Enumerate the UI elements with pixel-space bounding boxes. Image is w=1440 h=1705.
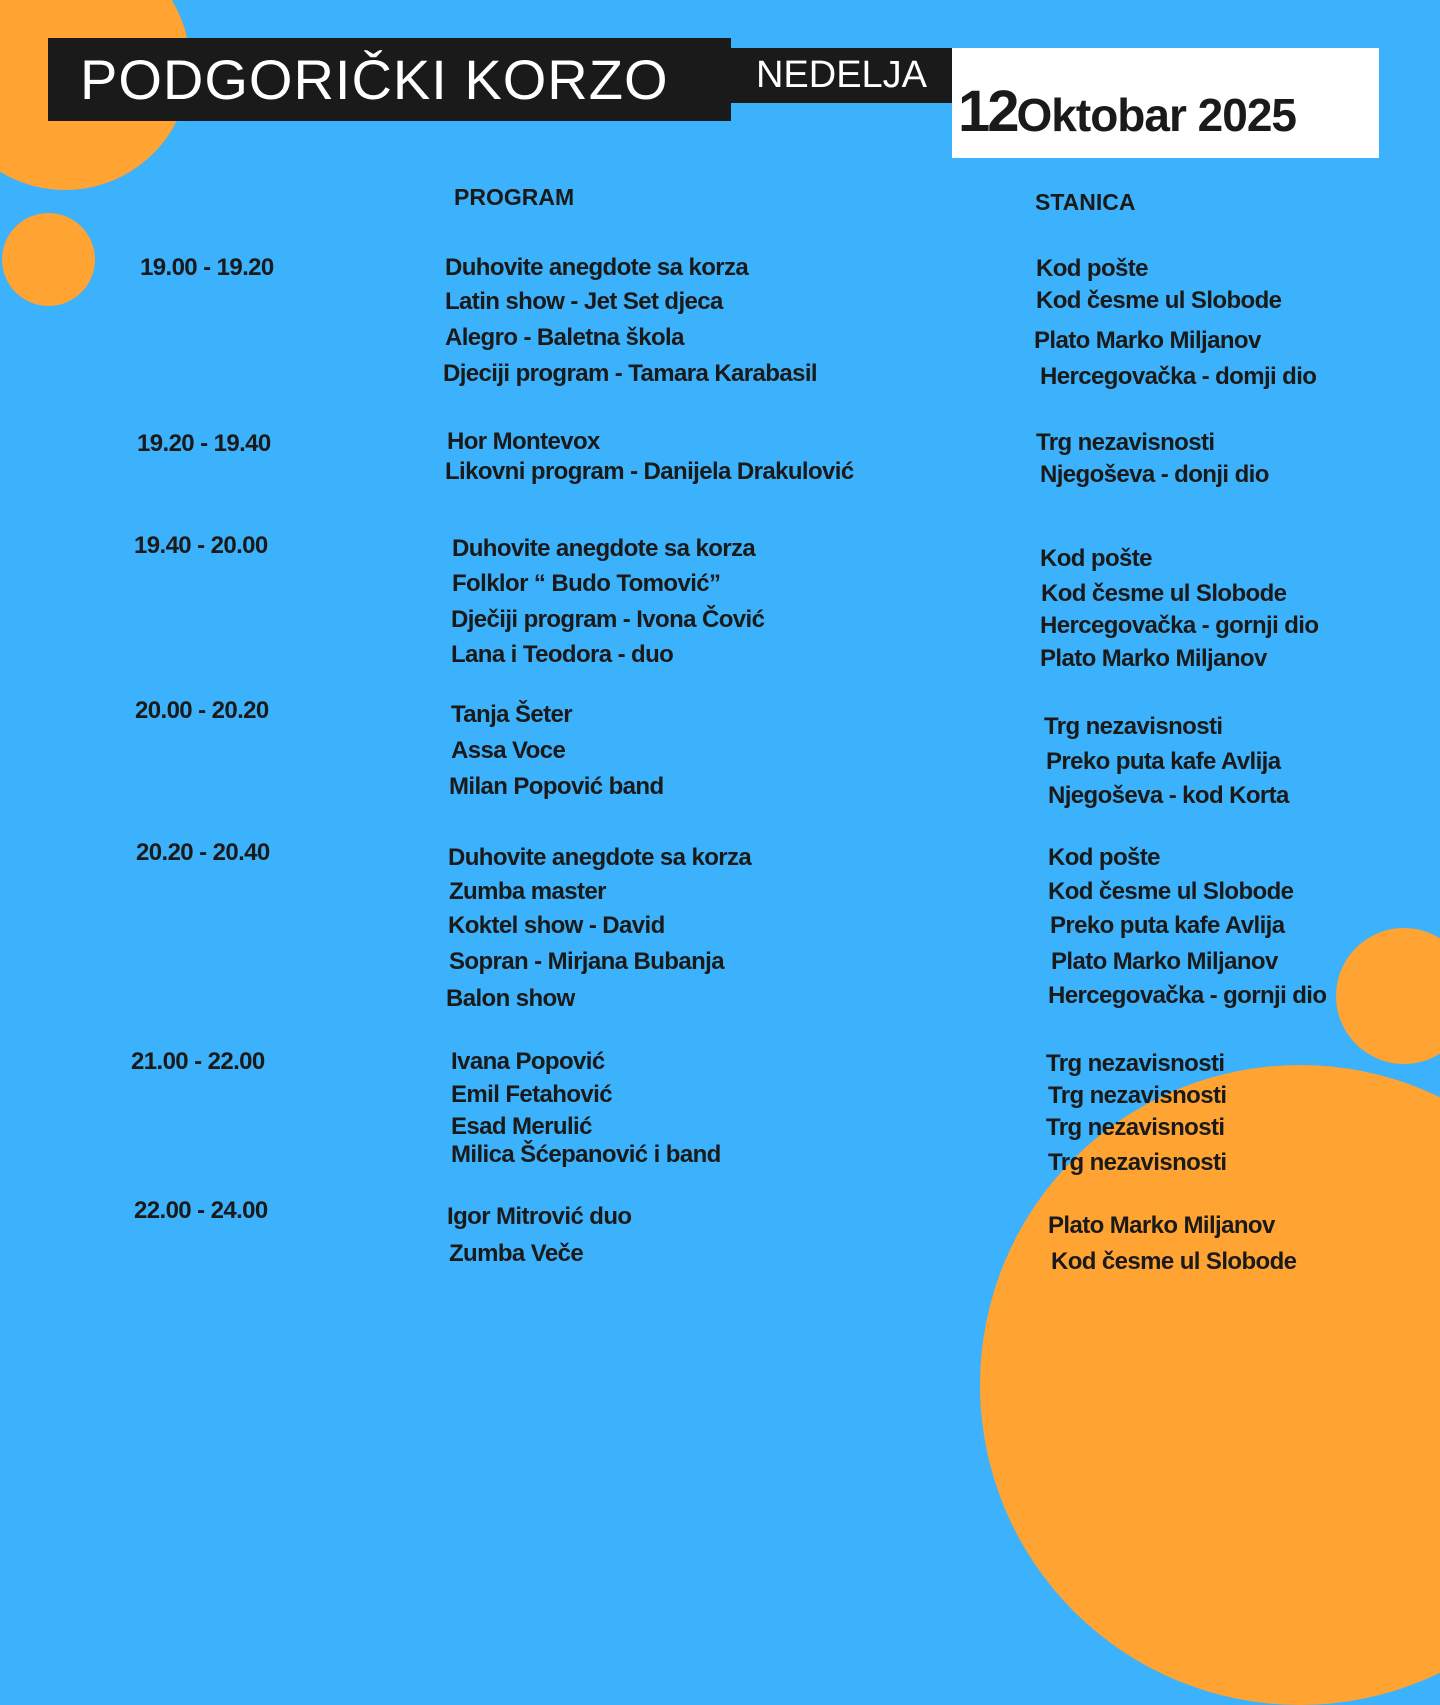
- program-item: Tanja Šeter: [451, 701, 573, 728]
- date-month-year: Oktobar 2025: [1016, 89, 1296, 141]
- station-item: Kod pošte: [1040, 545, 1152, 572]
- program-column-header: PROGRAM: [454, 184, 575, 210]
- station-item: Kod česme ul Slobode: [1048, 878, 1294, 905]
- program-item: Ivana Popović: [451, 1048, 605, 1075]
- program-item: Esad Merulić: [451, 1113, 592, 1140]
- station-item: Njegoševa - donji dio: [1040, 461, 1269, 488]
- program-item: Emil Fetahović: [451, 1081, 612, 1108]
- time-slot: 20.00 - 20.20: [135, 697, 269, 724]
- time-slot: 19.20 - 19.40: [137, 430, 271, 457]
- decor-circle-small-left: [2, 213, 95, 306]
- time-slot: 19.00 - 19.20: [140, 254, 274, 281]
- program-item: Latin show - Jet Set djeca: [445, 288, 723, 315]
- event-title: PODGORIČKI KORZO: [80, 48, 669, 111]
- station-item: Plato Marko Miljanov: [1034, 327, 1261, 354]
- station-item: Plato Marko Miljanov: [1051, 948, 1278, 975]
- date-banner: [952, 48, 1379, 158]
- station-item: Trg nezavisnosti: [1048, 1149, 1227, 1176]
- day-label: NEDELJA: [755, 54, 928, 96]
- station-item: Trg nezavisnosti: [1048, 1082, 1227, 1109]
- program-item: Alegro - Baletna škola: [445, 324, 684, 351]
- program-item: Igor Mitrović duo: [447, 1203, 632, 1230]
- program-item: Hor Montevox: [447, 428, 600, 455]
- station-item: Hercegovačka - domji dio: [1040, 363, 1317, 390]
- station-item: Kod pošte: [1048, 844, 1160, 871]
- program-item: Lana i Teodora - duo: [451, 641, 674, 668]
- station-item: Kod pošte: [1036, 255, 1148, 282]
- program-item: Dječiji program - Ivona Čović: [451, 606, 765, 633]
- program-item: Koktel show - David: [448, 912, 665, 939]
- station-item: Kod česme ul Slobode: [1051, 1248, 1297, 1275]
- station-item: Trg nezavisnosti: [1044, 713, 1223, 740]
- station-item: Trg nezavisnosti: [1046, 1050, 1225, 1077]
- program-item: Folklor “ Budo Tomović”: [452, 570, 721, 597]
- station-item: Njegoševa - kod Korta: [1048, 782, 1289, 809]
- station-item: Kod česme ul Slobode: [1041, 580, 1287, 607]
- station-item: Preko puta kafe Avlija: [1050, 912, 1285, 939]
- station-item: Trg nezavisnosti: [1046, 1114, 1225, 1141]
- decor-circle-right: [1336, 928, 1440, 1064]
- event-title-banner: [48, 38, 731, 121]
- program-item: Duhovite anegdote sa korza: [452, 535, 756, 562]
- program-item: Likovni program - Danijela Drakulović: [445, 458, 854, 485]
- program-item: Milica Šćepanović i band: [451, 1141, 721, 1168]
- time-slot: 21.00 - 22.00: [131, 1048, 265, 1075]
- program-item: Zumba master: [449, 878, 606, 905]
- program-item: Milan Popović band: [449, 773, 664, 800]
- program-item: Assa Voce: [451, 737, 566, 764]
- program-item: Djeciji program - Tamara Karabasil: [443, 360, 817, 387]
- program-item: Balon show: [446, 985, 575, 1012]
- time-slot: 22.00 - 24.00: [134, 1197, 268, 1224]
- station-item: Trg nezavisnosti: [1036, 429, 1215, 456]
- program-item: Duhovite anegdote sa korza: [448, 844, 752, 871]
- station-item: Preko puta kafe Avlija: [1046, 748, 1281, 775]
- station-item: Plato Marko Miljanov: [1048, 1212, 1275, 1239]
- program-item: Duhovite anegdote sa korza: [445, 254, 749, 281]
- program-item: Zumba Veče: [449, 1240, 584, 1267]
- day-banner: [731, 48, 952, 103]
- time-slot: 19.40 - 20.00: [134, 532, 268, 559]
- station-item: Hercegovačka - gornji dio: [1040, 612, 1319, 639]
- station-item: Hercegovačka - gornji dio: [1048, 982, 1327, 1009]
- station-item: Plato Marko Miljanov: [1040, 645, 1267, 672]
- station-item: Kod česme ul Slobode: [1036, 287, 1282, 314]
- date-day: 12: [958, 79, 1017, 144]
- program-item: Sopran - Mirjana Bubanja: [449, 948, 724, 975]
- stanica-column-header: STANICA: [1035, 189, 1136, 215]
- time-slot: 20.20 - 20.40: [136, 839, 270, 866]
